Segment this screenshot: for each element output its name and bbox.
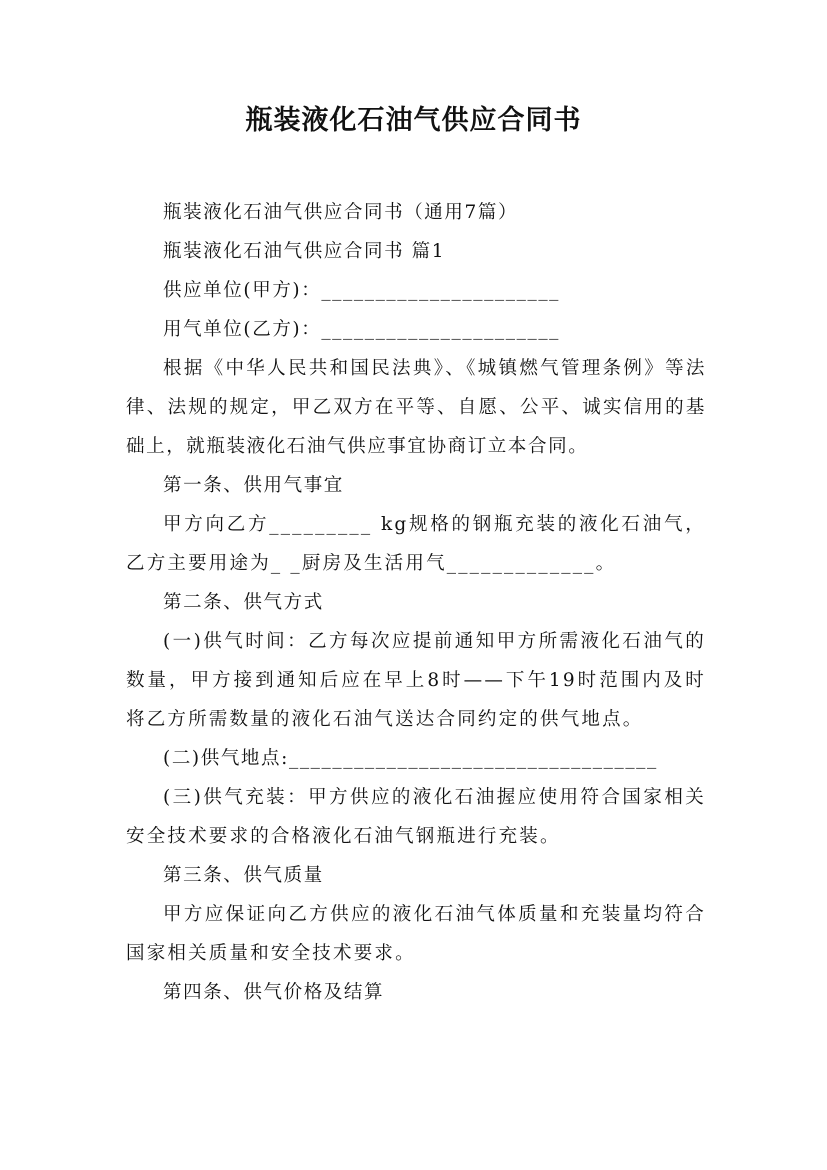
body-paragraph: (三)供气充装：甲方供应的液化石油握应使用符合国家相关安全技术要求的合格液化石油气钢瓶进行充装。 [126, 787, 706, 847]
body-paragraph: (二)供气地点:__________________________________ [163, 748, 658, 769]
supplier-line: 供应单位(甲方)：______________________ [163, 280, 561, 301]
article-heading: 第二条、供气方式 [163, 592, 324, 613]
body-paragraph: (一)供气时间：乙方每次应提前通知甲方所需液化石油气的数量，甲方接到通知后应在早上8时——下午19时范围内及时将乙方所需数量的液化石油气送达合同约定的供气地点。 [126, 631, 706, 730]
subtitle-paragraph: 瓶装液化石油气供应合同书（通用7篇） [163, 202, 519, 223]
consumer-line: 用气单位(乙方)：______________________ [163, 319, 561, 340]
document-body [126, 193, 706, 1012]
section-heading: 瓶装液化石油气供应合同书 篇1 [163, 241, 446, 262]
article-heading: 第三条、供气质量 [163, 865, 324, 886]
body-paragraph: 甲方向乙方_________ kg规格的钢瓶充装的液化石油气，乙方主要用途为_ _厨房及生活用气_____________。 [126, 514, 706, 574]
article-heading: 第四条、供气价格及结算 [163, 982, 385, 1003]
preamble-paragraph: 根据《中华人民共和国民法典》、《城镇燃气管理条例》等法律、法规的规定，甲乙双方在平等、自愿、公平、诚实信用的基础上，就瓶装液化石油气供应事宜协商订立本合同。 [126, 358, 706, 457]
article-heading: 第一条、供用气事宜 [163, 475, 344, 496]
document-title: 瓶装液化石油气供应合同书 [245, 105, 582, 136]
body-paragraph: 甲方应保证向乙方供应的液化石油气体质量和充装量均符合国家相关质量和安全技术要求。 [126, 904, 706, 964]
